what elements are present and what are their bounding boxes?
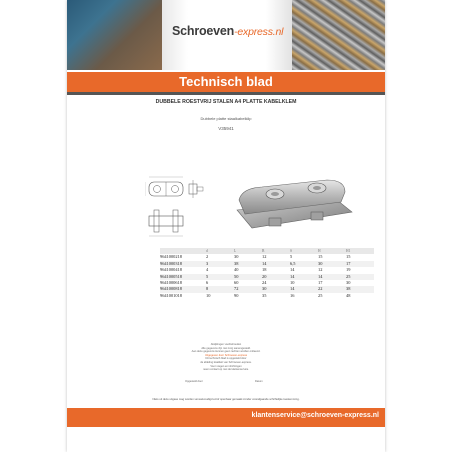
product-photo (217, 170, 367, 240)
table-cell: 17 (346, 261, 374, 267)
sheet-title: Technisch blad (179, 74, 273, 89)
specification-table (160, 248, 374, 299)
table-cell: 14 (262, 261, 290, 267)
article-number: 9641000418 (160, 267, 182, 273)
disclaimer-notes (67, 343, 385, 372)
product-title: DUBBELE ROESTVRIJ STALEN A4 PLATTE KABELKLEM (155, 99, 297, 105)
signature-right: Datum (255, 380, 263, 383)
contact-email-link[interactable]: klantenservice@schroeven-express.nl (251, 412, 379, 419)
table-cell: 4 (206, 267, 209, 273)
table-cell: 20 (262, 274, 290, 280)
table-cell: 60 (234, 280, 239, 286)
brand-logo[interactable] (172, 24, 283, 38)
column-header: L (234, 248, 262, 254)
table-cell: 30 (234, 254, 239, 260)
note-line: neem contact op met de klantenservice. (203, 368, 249, 372)
column-header: B (262, 248, 290, 254)
screws-photo (292, 0, 385, 70)
footer-bar (67, 408, 385, 427)
title-bar (67, 70, 385, 92)
table-cell: 38 (234, 261, 262, 267)
table-cell: 6 (206, 280, 209, 286)
note-line: Aan deze gegevens kunnen geen rechten worden ontleend. (191, 350, 261, 354)
table-cell: 14 (290, 267, 295, 273)
table-cell: 14 (290, 286, 318, 292)
note-line: Afwijkingen voorbehouden (210, 343, 242, 346)
note-line: Dit technisch blad is opgesteld door (205, 357, 247, 361)
article-number: 9641000618 (160, 280, 182, 286)
logo-area (162, 0, 292, 70)
note-line: Uitgegeven door Schroeven-express (204, 353, 248, 357)
article-number: 9641000318 (160, 261, 206, 267)
column-header: S (290, 248, 318, 254)
footnote: Niets uit deze uitgave mag worden verveelvoudigd en/of openbaar gemaakt zonder voorafgaande schriftelijke toestemming. (152, 398, 300, 401)
column-header: H (318, 248, 346, 254)
tools-photo (67, 0, 162, 70)
header-banner (67, 0, 385, 70)
table-cell: 30 (346, 280, 351, 286)
table-cell: 15 (346, 254, 351, 260)
note-line: Alle gegevens zijn met zorg samengesteld. (201, 346, 251, 350)
table-cell: 19 (346, 267, 351, 273)
table-cell: 14 (318, 274, 346, 280)
table-cell: 8 (206, 286, 234, 292)
column-header: d (206, 248, 234, 254)
table-cell: 30 (262, 286, 290, 292)
table-cell: 18 (262, 267, 267, 273)
table-cell: 25 (318, 292, 323, 298)
technical-drawing (145, 172, 207, 242)
article-number: 9641001018 (160, 292, 182, 298)
table-cell: 15 (318, 254, 323, 260)
table-cell: 12 (262, 254, 267, 260)
article-number: 9641000818 (160, 286, 206, 292)
logo-suffix-text: -express.nl (234, 26, 284, 38)
table-cell: 10 (290, 280, 295, 286)
note-line: Voor vragen en inlichtingen (210, 364, 242, 368)
table-cell: 12 (318, 267, 323, 273)
logo-main-text: Schroeven (172, 24, 235, 38)
table-cell: 30 (318, 261, 346, 267)
product-code: V35941 (218, 126, 234, 131)
table-cell: 24 (262, 280, 267, 286)
divider (67, 92, 385, 95)
table-cell: 22 (318, 286, 346, 292)
table-cell: 14 (290, 274, 318, 280)
table-cell: 6,5 (290, 261, 318, 267)
table-cell: 35 (262, 292, 267, 298)
table-cell: 50 (234, 274, 262, 280)
note-line: de afdeling kwaliteit van Schroeven-express. (200, 360, 252, 364)
technical-sheet-page (67, 0, 385, 452)
table-cell: 2 (206, 254, 209, 260)
column-header: H1 (346, 248, 374, 254)
table-cell: 5 (290, 254, 293, 260)
product-subtitle: Dubbele platte staalkabelklip (200, 116, 252, 121)
table-cell: 90 (234, 292, 239, 298)
article-number: 9641000218 (160, 254, 182, 260)
table-cell: 10 (206, 292, 211, 298)
table-cell: 40 (234, 267, 239, 273)
table-cell: 17 (318, 280, 323, 286)
table-cell: 5 (206, 274, 234, 280)
table-cell: 48 (346, 292, 351, 298)
table-row (160, 293, 374, 299)
table-cell: 72 (234, 286, 262, 292)
table-cell: 25 (346, 274, 374, 280)
table-cell: 38 (346, 286, 374, 292)
table-cell: 3 (206, 261, 234, 267)
table-cell: 16 (290, 292, 295, 298)
article-number: 9641000518 (160, 274, 206, 280)
signature-left: Opgesteld door (185, 380, 203, 383)
